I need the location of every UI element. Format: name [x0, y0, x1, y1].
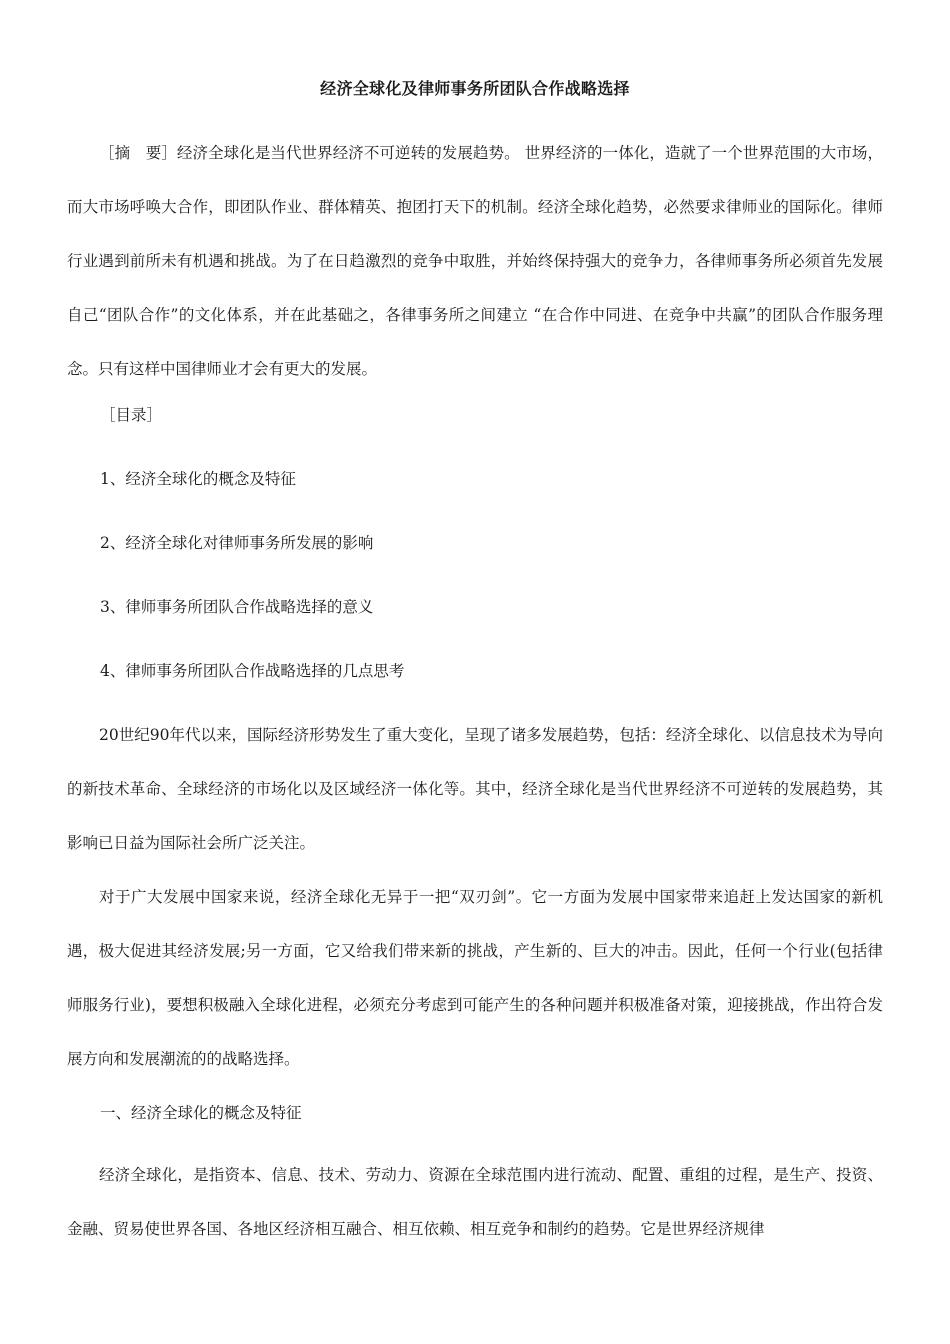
body-paragraph-3: 经济全球化，是指资本、信息、技术、劳动力、资源在全球范围内进行流动、配置、重组的过程，是生产、投资、金融、贸易使世界各国、各地区经济相互融合、相互依赖、相互竞争和制约的趋势。它是世界经济规律	[67, 1166, 883, 1238]
toc-heading: ［目录］	[100, 406, 163, 424]
document-title: 经济全球化及律师事务所团队合作战略选择	[320, 79, 630, 98]
toc-item-3: 3、律师事务所团队合作战略选择的意义	[100, 598, 374, 616]
toc-item-2: 2、经济全球化对律师事务所发展的影响	[100, 534, 374, 552]
toc-item-1: 1、经济全球化的概念及特征	[100, 470, 296, 488]
abstract-paragraph: ［摘 要］经济全球化是当代世界经济不可逆转的发展趋势。 世界经济的一体化，造就了一个世界范围的大市场，而大市场呼唤大合作，即团队作业、群体精英、抱团打天下的机制。经济全球化趋势，必然要求律师业的国际化。律师行业遇到前所未有机遇和挑战。为了在日趋激烈的竞争中取胜，并始终保持强大的竞争力，各律师事务所必须首先发展自己“团队合作”的文化体系，并在此基础之，各律事务所之间建立 “在合作中同进、在竞争中共赢”的团队合作服务理念。只有这样中国律师业才会有更大的发展。	[67, 144, 883, 378]
section-heading-1: 一、经济全球化的概念及特征	[100, 1104, 302, 1122]
body-paragraph-1: 20世纪90年代以来，国际经济形势发生了重大变化，呈现了诸多发展趋势，包括：经济全球化、以信息技术为导向的新技术革命、全球经济的市场化以及区域经济一体化等。其中，经济全球化是当代世界经济不可逆转的发展趋势，其影响已日益为国际社会所广泛关注。	[67, 726, 883, 852]
body-paragraph-2: 对于广大发展中国家来说，经济全球化无异于一把“双刃剑”。它一方面为发展中国家带来追赶上发达国家的新机遇，极大促进其经济发展;另一方面，它又给我们带来新的挑战，产生新的、巨大的冲击。因此，任何一个行业(包括律师服务行业)，要想积极融入全球化进程，必须充分考虑到可能产生的各种问题并积极准备对策，迎接挑战，作出符合发展方向和发展潮流的的战略选择。	[67, 888, 883, 1068]
toc-item-4: 4、律师事务所团队合作战略选择的几点思考	[100, 662, 405, 680]
